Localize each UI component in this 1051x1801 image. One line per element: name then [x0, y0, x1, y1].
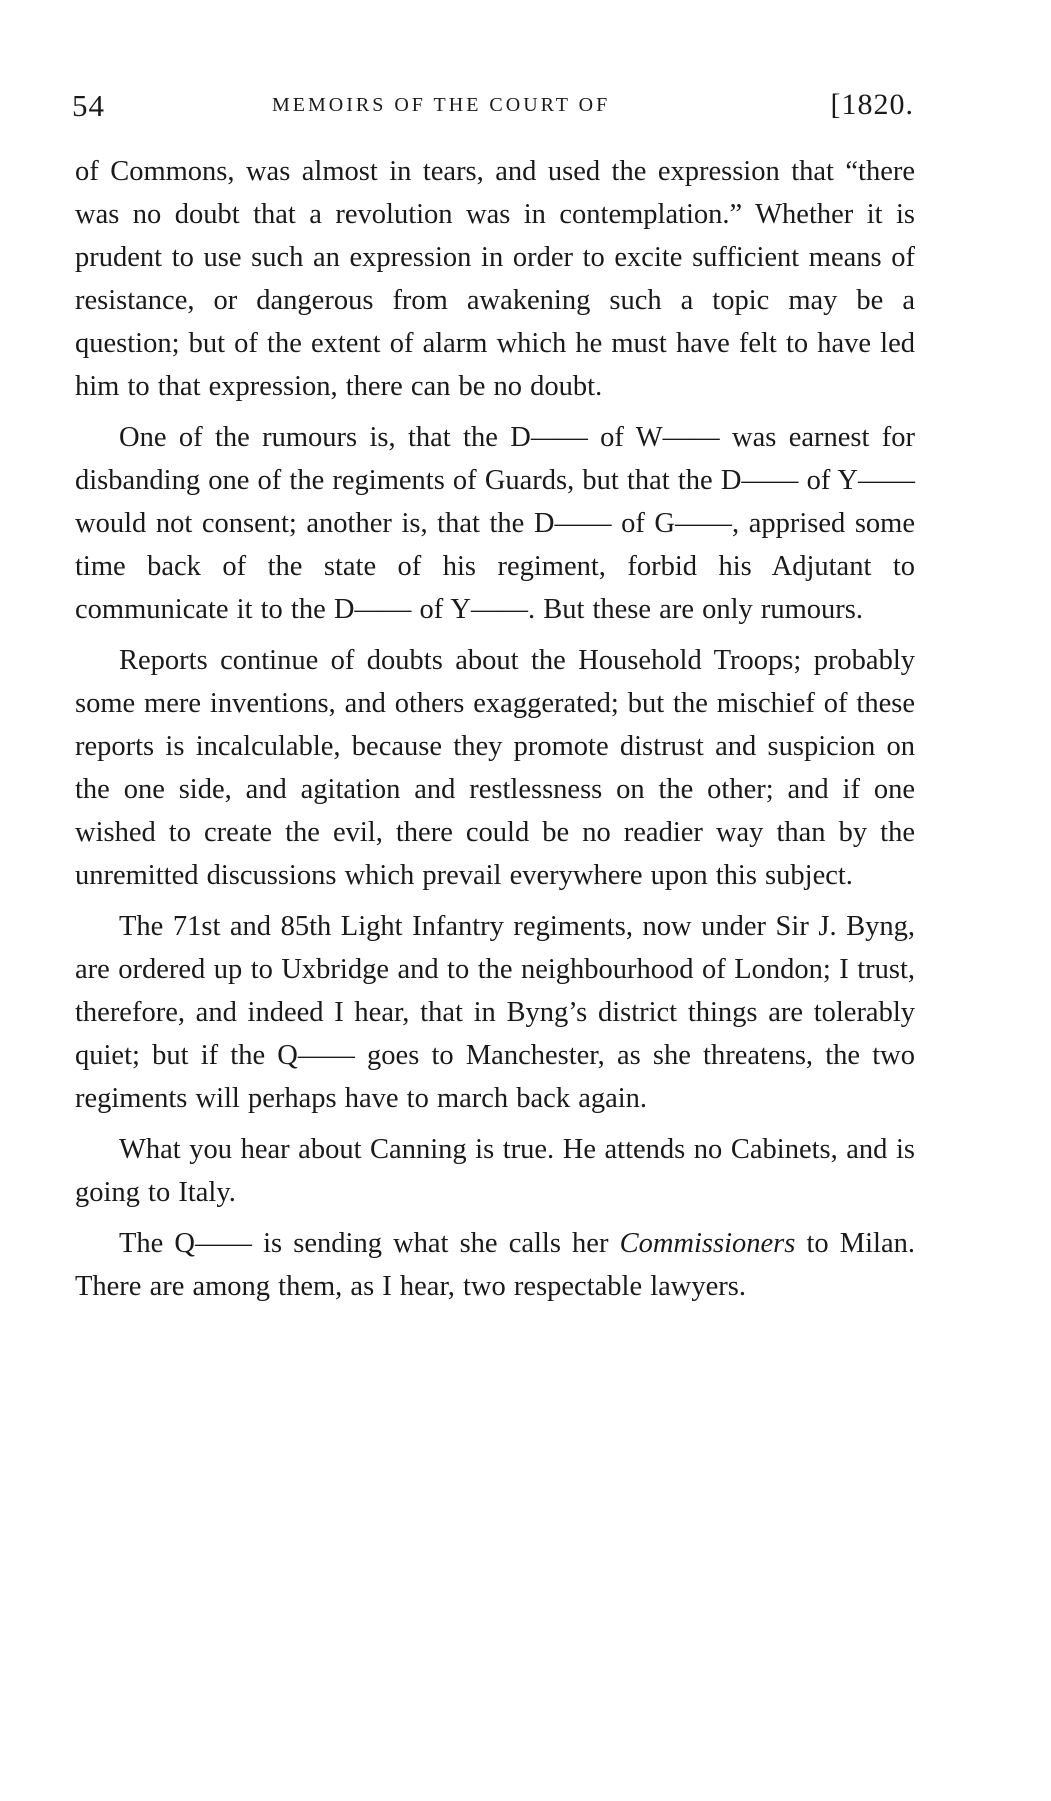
- paragraph-rumours: One of the rumours is, that the D—— of W—— was earnest for disbanding one of the regiments of Guards, but that the D—— of Y—— would not consent; another is, that the D—— of G——, apprised some time back of the state of his regiment, forbid his Adjutant to communicate it to the D—— of Y——. But these are only rumours.: [75, 422, 915, 625]
- paragraph-commissioners: [75, 1222, 915, 1308]
- page-number: 54: [72, 88, 105, 123]
- paragraph-light-infantry: The 71st and 85th Light Infantry regiments, now under Sir J. Byng, are ordered up to Uxbridge and to the neighbourhood of London; I trust, therefore, and indeed I hear, that in Byng’s district things are tolerably quiet; but if the Q—— goes to Manchester, as she threatens, the two regiments will perhaps have to march back again.: [75, 911, 915, 1114]
- commissioners-italic: Commissioners: [619, 1228, 796, 1259]
- paragraph-canning: What you hear about Canning is true. He attends no Cabinets, and is going to Italy.: [75, 1134, 915, 1208]
- commissioners-text-after: to Milan. There are among them, as I hear, two respectable lawyers.: [75, 1228, 915, 1302]
- paragraph-continuation: of Commons, was almost in tears, and used the expression that “there was no doubt that a revolution was in contemplation.” Whether it is prudent to use such an expression in order to excite sufficient means of resistance, or dangerous from awakening such a topic may be a question; but of the extent of alarm which he must have felt to have led him to that expression, there can be no doubt.: [75, 156, 915, 402]
- paragraph-household-troops: Reports continue of doubts about the Household Troops; probably some mere inventions, and others exaggerated; but the mischief of these reports is incalculable, because they promote distrust and suspicion on the one side, and agitation and restlessness on the other; and if one wished to create the evil, there could be no readier way than by the unremitted discussions which prevail everywhere upon this subject.: [75, 645, 915, 891]
- running-title: MEMOIRS OF THE COURT OF: [272, 94, 611, 116]
- running-year: [1820.: [830, 88, 914, 121]
- running-head: [72, 88, 914, 128]
- commissioners-text-before: The Q—— is sending what she calls her: [119, 1228, 620, 1259]
- body-text: [75, 150, 915, 1316]
